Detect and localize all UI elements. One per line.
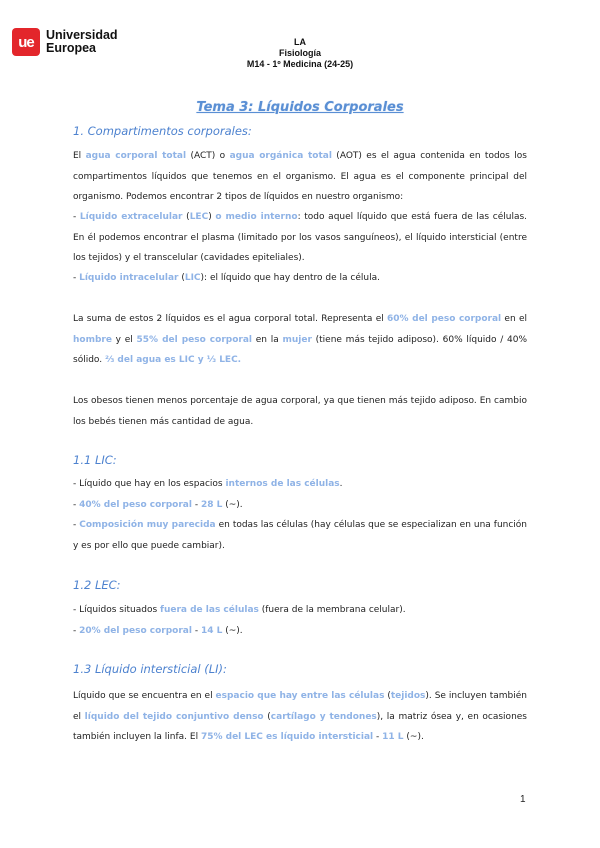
text: - xyxy=(73,500,80,510)
text: (AOT) es el agua contenida en todos los compartimentos líquidos que tenemos en el organismo. El agua es el componente principal del organismo. Podemos encontrar 2 tipos de líquidos en nuestro organismo: xyxy=(73,151,527,202)
highlight: 14 L xyxy=(200,626,223,636)
header-subject: Fisiología xyxy=(278,48,321,58)
highlight: Líquido intracelular xyxy=(79,273,179,283)
highlight: LIC xyxy=(184,273,201,283)
text: - xyxy=(191,626,201,636)
highlight: líquido del tejido conjuntivo denso xyxy=(84,711,264,722)
text: - xyxy=(73,212,80,222)
highlight: fuera de las células xyxy=(160,605,259,615)
highlight: mujer xyxy=(282,334,312,345)
text: . xyxy=(339,479,343,489)
highlight: espacio que hay entre las células xyxy=(215,691,385,701)
text: (~). xyxy=(403,732,424,742)
highlight: tejidos xyxy=(390,691,426,701)
text: Líquido que se encuentra en el xyxy=(73,691,216,701)
document-title: Tema 3: Líquidos Corporales xyxy=(196,100,404,115)
lec-item-1 xyxy=(73,600,527,621)
highlight: 40% del peso corporal xyxy=(79,500,192,510)
text: : todo aquel líquido que está fuera de las células. En él podemos encontrar el plasma (limitado por los vasos sanguíneos), el líquido intersticial (entre los tejidos) y el transcelular (cavidades epiteliales). xyxy=(73,212,528,263)
lic-item-3 xyxy=(73,515,527,556)
highlight: 60% del peso corporal xyxy=(387,314,502,324)
highlight: hombre xyxy=(73,334,112,345)
logo-line-2: Europea xyxy=(46,41,97,55)
highlight: cartílago y tendones xyxy=(270,711,377,722)
logo-line-1: Universidad xyxy=(46,28,118,42)
section-heading-1-2: 1.2 LEC: xyxy=(73,578,121,592)
highlight: agua corporal total xyxy=(85,151,187,161)
text: ( xyxy=(178,273,185,283)
highlight: 55% del peso corporal xyxy=(136,334,252,345)
header-course: M14 - 1º Medicina (24-25) xyxy=(246,59,354,69)
text: La suma de estos 2 líquidos es el agua corporal total. Representa el xyxy=(73,314,388,324)
text: en la xyxy=(252,334,283,345)
text: (tiene más tejido adiposo). 60% líquido / 40% sólido. xyxy=(73,334,528,365)
text: ), la matriz ósea y, en ocasiones también incluyen la linfa. El xyxy=(73,711,527,742)
text: en todas las células (hay células que se especializan en una función y es por ello que puede cambiar). xyxy=(73,520,528,551)
highlight: Líquido extracelular xyxy=(79,212,183,222)
text: ). Se incluyen también el xyxy=(73,691,527,722)
section-heading-1-1: 1.1 LIC: xyxy=(73,453,117,467)
highlight: ⅔ del agua es LIC y ⅓ LEC. xyxy=(104,355,242,365)
highlight: 75% del LEC es líquido intersticial xyxy=(200,732,374,742)
paragraph-interstitial xyxy=(73,686,527,748)
ue-logo-mark: ue xyxy=(12,28,40,56)
highlight: o medio interno xyxy=(215,212,298,222)
text: (~). xyxy=(222,500,243,510)
lic-item-2 xyxy=(73,495,527,516)
text: - xyxy=(373,732,383,742)
lec-item-2 xyxy=(73,621,527,642)
highlight: 20% del peso corporal xyxy=(79,626,192,636)
text: en el xyxy=(501,314,527,324)
header-author: LA xyxy=(294,37,306,47)
section-heading-1: 1. Compartimentos corporales: xyxy=(73,124,252,138)
text: ) xyxy=(208,212,216,222)
document-header xyxy=(0,37,600,70)
highlight: internos de las células xyxy=(225,479,340,489)
text: - xyxy=(73,273,80,283)
text: ( xyxy=(384,691,391,701)
text: - xyxy=(73,626,80,636)
text: ( xyxy=(263,711,271,722)
lic-item-1 xyxy=(73,474,527,495)
text: (fuera de la membrana celular). xyxy=(258,605,406,615)
text: (~). xyxy=(222,626,243,636)
text: - Líquidos situados xyxy=(73,605,161,615)
highlight: 28 L xyxy=(200,500,223,510)
text: El xyxy=(73,151,86,161)
text: - Líquido que hay en los espacios xyxy=(73,479,226,489)
text: ): el líquido que hay dentro de la célula. xyxy=(200,273,380,283)
section-heading-1-3: 1.3 Líquido intersticial (LI): xyxy=(73,662,227,676)
text: (ACT) o xyxy=(186,151,230,161)
highlight: Composición muy parecida xyxy=(79,520,216,530)
text: y el xyxy=(111,334,137,345)
highlight: LEC xyxy=(189,212,209,222)
text: ( xyxy=(182,212,190,222)
text: - xyxy=(73,520,80,530)
highlight: 11 L xyxy=(382,732,404,742)
paragraph-lic xyxy=(73,268,527,289)
paragraph-lec xyxy=(73,207,527,269)
paragraph-act xyxy=(73,146,527,208)
paragraph-total-water xyxy=(73,309,527,371)
paragraph-obese: Los obesos tienen menos porcentaje de agua corporal, ya que tienen más tejido adiposo. En cambio los bebés tienen más cantidad de agua. xyxy=(73,396,527,427)
highlight: agua orgánica total xyxy=(229,151,332,161)
text: - xyxy=(191,500,201,510)
page-number: 1 xyxy=(520,794,526,805)
